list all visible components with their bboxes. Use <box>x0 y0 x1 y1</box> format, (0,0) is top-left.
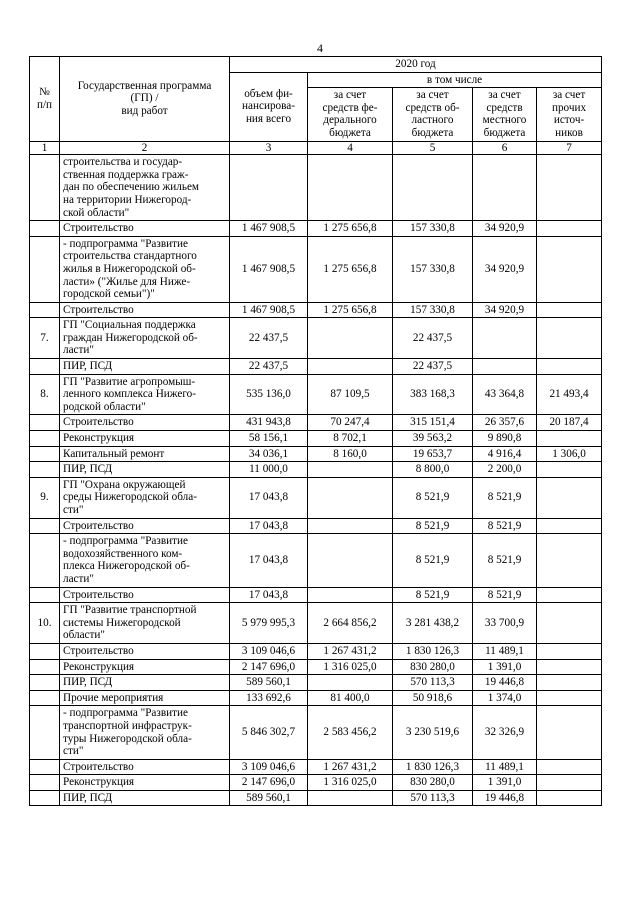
regional-funding: 8 521,9 <box>393 477 473 518</box>
row-number <box>30 462 60 478</box>
header-federal: за счет средств фе- дерального бюджета <box>308 88 393 141</box>
local-funding: 43 364,8 <box>473 374 537 415</box>
work-type: строительства и государ- ственная поддержка граж- дан по обеспечению жильем на территории Нижегород- ской области" <box>60 155 230 221</box>
other-funding <box>537 236 602 302</box>
local-funding: 34 920,9 <box>473 221 537 237</box>
other-funding: 20 187,4 <box>537 415 602 431</box>
other-funding <box>537 431 602 447</box>
regional-funding: 157 330,8 <box>393 302 473 318</box>
total-funding: 1 467 908,5 <box>230 236 308 302</box>
table-row <box>30 415 602 431</box>
work-type: ПИР, ПСД <box>60 675 230 691</box>
regional-funding: 1 830 126,3 <box>393 643 473 659</box>
local-funding: 11 489,1 <box>473 759 537 775</box>
table-row <box>30 643 602 659</box>
index-cell: 2 <box>60 141 230 155</box>
work-type: ГП "Социальная поддержка граждан Нижегородской об- ласти" <box>60 318 230 359</box>
federal-funding: 8 160,0 <box>308 446 393 462</box>
total-funding: 22 437,5 <box>230 318 308 359</box>
regional-funding <box>393 155 473 221</box>
regional-funding: 1 830 126,3 <box>393 759 473 775</box>
index-cell: 1 <box>30 141 60 155</box>
row-number <box>30 587 60 603</box>
header-program: Государственная программа (ГП) / вид работ <box>60 57 230 142</box>
row-number <box>30 415 60 431</box>
local-funding: 4 916,4 <box>473 446 537 462</box>
row-number <box>30 775 60 791</box>
other-funding: 21 493,4 <box>537 374 602 415</box>
work-type: ГП "Охрана окружающей среды Нижегородской обла- сти" <box>60 477 230 518</box>
other-funding <box>537 155 602 221</box>
regional-funding: 383 168,3 <box>393 374 473 415</box>
work-type: Строительство <box>60 587 230 603</box>
local-funding <box>473 359 537 375</box>
federal-funding <box>308 790 393 806</box>
total-funding: 2 147 696,0 <box>230 659 308 675</box>
total-funding: 1 467 908,5 <box>230 302 308 318</box>
total-funding: 17 043,8 <box>230 518 308 534</box>
regional-funding: 8 521,9 <box>393 534 473 587</box>
other-funding <box>537 759 602 775</box>
regional-funding: 570 113,3 <box>393 790 473 806</box>
header-other: за счет прочих источ- ников <box>537 88 602 141</box>
table-row <box>30 374 602 415</box>
regional-funding: 3 230 519,6 <box>393 706 473 759</box>
row-number <box>30 446 60 462</box>
table-header <box>30 57 602 155</box>
federal-funding <box>308 477 393 518</box>
other-funding <box>537 534 602 587</box>
row-number: 10. <box>30 603 60 644</box>
work-type: Строительство <box>60 302 230 318</box>
column-index-row <box>30 141 602 155</box>
work-type: Реконструкция <box>60 775 230 791</box>
page-number: 4 <box>317 41 323 55</box>
table-row <box>30 155 602 221</box>
total-funding: 34 036,1 <box>230 446 308 462</box>
other-funding <box>537 659 602 675</box>
table-row <box>30 790 602 806</box>
other-funding <box>537 643 602 659</box>
total-funding: 3 109 046,6 <box>230 643 308 659</box>
other-funding <box>537 359 602 375</box>
federal-funding: 1 275 656,8 <box>308 302 393 318</box>
local-funding: 1 391,0 <box>473 659 537 675</box>
total-funding: 3 109 046,6 <box>230 759 308 775</box>
work-type: Капитальный ремонт <box>60 446 230 462</box>
row-number: 7. <box>30 318 60 359</box>
federal-funding <box>308 534 393 587</box>
federal-funding: 8 702,1 <box>308 431 393 447</box>
local-funding: 34 920,9 <box>473 236 537 302</box>
header-total: объем фи- нансирова- ния всего <box>230 72 308 141</box>
index-cell: 3 <box>230 141 308 155</box>
local-funding: 8 521,9 <box>473 518 537 534</box>
table-row <box>30 775 602 791</box>
table-row <box>30 534 602 587</box>
regional-funding: 830 280,0 <box>393 659 473 675</box>
federal-funding: 1 316 025,0 <box>308 775 393 791</box>
table-row <box>30 659 602 675</box>
work-type: Реконструкция <box>60 431 230 447</box>
table-row <box>30 675 602 691</box>
table-row <box>30 462 602 478</box>
regional-funding: 22 437,5 <box>393 318 473 359</box>
other-funding <box>537 675 602 691</box>
row-number: 8. <box>30 374 60 415</box>
table-body <box>30 155 602 806</box>
federal-funding <box>308 675 393 691</box>
table-row <box>30 603 602 644</box>
index-cell: 5 <box>393 141 473 155</box>
row-number <box>30 359 60 375</box>
table-row <box>30 587 602 603</box>
table-row <box>30 446 602 462</box>
work-type: - подпрограмма "Развитие строительства стандартного жилья в Нижегородской об- ласти» ("Жилье для Ниже- городской семьи")" <box>60 236 230 302</box>
regional-funding: 8 521,9 <box>393 518 473 534</box>
federal-funding <box>308 318 393 359</box>
row-number <box>30 518 60 534</box>
total-funding: 535 136,0 <box>230 374 308 415</box>
row-number <box>30 302 60 318</box>
other-funding <box>537 706 602 759</box>
work-type: ПИР, ПСД <box>60 462 230 478</box>
header-regional: за счет средств об- ластного бюджета <box>393 88 473 141</box>
work-type: ГП "Развитие агропромыш- ленного комплекса Нижего- родской области" <box>60 374 230 415</box>
other-funding <box>537 477 602 518</box>
work-type: ПИР, ПСД <box>60 790 230 806</box>
federal-funding: 1 267 431,2 <box>308 759 393 775</box>
regional-funding: 830 280,0 <box>393 775 473 791</box>
federal-funding <box>308 155 393 221</box>
total-funding: 17 043,8 <box>230 534 308 587</box>
row-number <box>30 155 60 221</box>
federal-funding: 87 109,5 <box>308 374 393 415</box>
local-funding: 32 326,9 <box>473 706 537 759</box>
other-funding <box>537 690 602 706</box>
table-row <box>30 221 602 237</box>
work-type: Строительство <box>60 518 230 534</box>
regional-funding: 8 800,0 <box>393 462 473 478</box>
header-local: за счет средств местного бюджета <box>473 88 537 141</box>
local-funding: 8 521,9 <box>473 477 537 518</box>
local-funding: 9 890,8 <box>473 431 537 447</box>
total-funding: 17 043,8 <box>230 587 308 603</box>
row-number <box>30 759 60 775</box>
local-funding: 34 920,9 <box>473 302 537 318</box>
other-funding <box>537 587 602 603</box>
total-funding: 589 560,1 <box>230 675 308 691</box>
regional-funding: 157 330,8 <box>393 236 473 302</box>
total-funding: 58 156,1 <box>230 431 308 447</box>
total-funding: 11 000,0 <box>230 462 308 478</box>
total-funding: 2 147 696,0 <box>230 775 308 791</box>
table-row <box>30 359 602 375</box>
regional-funding: 570 113,3 <box>393 675 473 691</box>
table-row <box>30 318 602 359</box>
header-including: в том числе <box>308 72 602 88</box>
work-type: Строительство <box>60 759 230 775</box>
federal-funding <box>308 462 393 478</box>
work-type: - подпрограмма "Развитие транспортной инфраструк- туры Нижегородской обла- сти" <box>60 706 230 759</box>
local-funding: 33 700,9 <box>473 603 537 644</box>
total-funding: 1 467 908,5 <box>230 221 308 237</box>
federal-funding <box>308 587 393 603</box>
total-funding: 133 692,6 <box>230 690 308 706</box>
work-type: Прочие мероприятия <box>60 690 230 706</box>
local-funding: 19 446,8 <box>473 790 537 806</box>
regional-funding: 22 437,5 <box>393 359 473 375</box>
total-funding: 431 943,8 <box>230 415 308 431</box>
row-number <box>30 431 60 447</box>
regional-funding: 39 563,2 <box>393 431 473 447</box>
row-number: 9. <box>30 477 60 518</box>
work-type: - подпрограмма "Развитие водохозяйственного ком- плекса Нижегородской об- ласти" <box>60 534 230 587</box>
federal-funding: 1 316 025,0 <box>308 659 393 675</box>
row-number <box>30 675 60 691</box>
local-funding: 1 374,0 <box>473 690 537 706</box>
work-type: Реконструкция <box>60 659 230 675</box>
index-cell: 6 <box>473 141 537 155</box>
table-row <box>30 706 602 759</box>
federal-funding: 1 275 656,8 <box>308 236 393 302</box>
federal-funding: 1 267 431,2 <box>308 643 393 659</box>
other-funding <box>537 221 602 237</box>
other-funding <box>537 318 602 359</box>
header-num: № п/п <box>30 57 60 142</box>
index-cell: 4 <box>308 141 393 155</box>
local-funding: 26 357,6 <box>473 415 537 431</box>
table-row <box>30 431 602 447</box>
federal-funding: 1 275 656,8 <box>308 221 393 237</box>
regional-funding: 315 151,4 <box>393 415 473 431</box>
total-funding: 17 043,8 <box>230 477 308 518</box>
row-number <box>30 790 60 806</box>
federal-funding: 2 583 456,2 <box>308 706 393 759</box>
total-funding: 589 560,1 <box>230 790 308 806</box>
table-row <box>30 477 602 518</box>
row-number <box>30 659 60 675</box>
table-row <box>30 690 602 706</box>
row-number <box>30 236 60 302</box>
federal-funding: 81 400,0 <box>308 690 393 706</box>
local-funding: 8 521,9 <box>473 587 537 603</box>
local-funding <box>473 155 537 221</box>
local-funding: 2 200,0 <box>473 462 537 478</box>
table-row <box>30 759 602 775</box>
regional-funding: 19 653,7 <box>393 446 473 462</box>
work-type: ПИР, ПСД <box>60 359 230 375</box>
row-number <box>30 706 60 759</box>
total-funding: 22 437,5 <box>230 359 308 375</box>
other-funding <box>537 462 602 478</box>
table-row <box>30 302 602 318</box>
budget-table <box>29 56 602 806</box>
other-funding <box>537 302 602 318</box>
other-funding <box>537 603 602 644</box>
regional-funding: 50 918,6 <box>393 690 473 706</box>
local-funding: 11 489,1 <box>473 643 537 659</box>
federal-funding <box>308 359 393 375</box>
total-funding: 5 846 302,7 <box>230 706 308 759</box>
local-funding: 8 521,9 <box>473 534 537 587</box>
local-funding: 19 446,8 <box>473 675 537 691</box>
row-number <box>30 643 60 659</box>
total-funding: 5 979 995,3 <box>230 603 308 644</box>
row-number <box>30 221 60 237</box>
table-row <box>30 236 602 302</box>
local-funding: 1 391,0 <box>473 775 537 791</box>
total-funding <box>230 155 308 221</box>
regional-funding: 157 330,8 <box>393 221 473 237</box>
regional-funding: 3 281 438,2 <box>393 603 473 644</box>
row-number <box>30 534 60 587</box>
other-funding <box>537 790 602 806</box>
work-type: Строительство <box>60 221 230 237</box>
index-cell: 7 <box>537 141 602 155</box>
header-year: 2020 год <box>230 57 602 73</box>
federal-funding <box>308 518 393 534</box>
local-funding <box>473 318 537 359</box>
table-row <box>30 518 602 534</box>
federal-funding: 70 247,4 <box>308 415 393 431</box>
row-number <box>30 690 60 706</box>
other-funding <box>537 518 602 534</box>
regional-funding: 8 521,9 <box>393 587 473 603</box>
other-funding: 1 306,0 <box>537 446 602 462</box>
other-funding <box>537 775 602 791</box>
work-type: ГП "Развитие транспортной системы Нижегородской области" <box>60 603 230 644</box>
work-type: Строительство <box>60 643 230 659</box>
work-type: Строительство <box>60 415 230 431</box>
federal-funding: 2 664 856,2 <box>308 603 393 644</box>
